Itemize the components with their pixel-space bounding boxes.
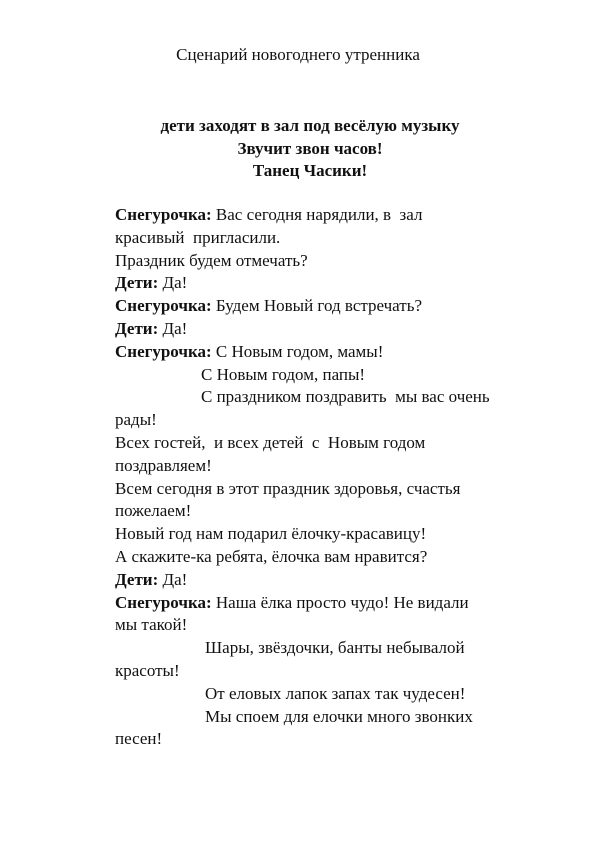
line-text: А скажите-ка ребята, ёлочка вам нравится?: [115, 546, 428, 566]
line-text: красоты!: [115, 660, 180, 680]
line-text: От еловых лапок запах так чудесен!: [205, 683, 466, 703]
speaker-name: Снегурочка:: [115, 296, 212, 316]
script-line: [115, 569, 555, 592]
speaker-name: Дети:: [115, 318, 159, 338]
script-line: [115, 660, 555, 683]
script-body: [115, 204, 555, 751]
script-line: [115, 250, 555, 273]
script-line: [115, 341, 555, 364]
line-text: Всех гостей, и всех детей с Новым годом: [115, 432, 426, 452]
stage-direction-heading: дети заходят в зал под весёлую музыку: [160, 116, 460, 135]
line-text: мы такой!: [115, 615, 188, 635]
script-line: [115, 409, 555, 432]
line-text: рады!: [115, 410, 157, 430]
document-title: Сценарий новогоднего утренника: [176, 45, 420, 64]
script-line: [115, 272, 555, 295]
line-text: красивый пригласили.: [115, 227, 281, 247]
script-line: [115, 364, 555, 387]
line-text: Да!: [158, 318, 188, 338]
script-line: [115, 546, 555, 569]
dance-heading: Танец Часики!: [252, 161, 368, 180]
line-text: Да!: [158, 569, 188, 589]
speaker-name: Дети:: [115, 273, 159, 293]
script-line: [115, 683, 555, 706]
line-text: поздравляем!: [115, 455, 212, 475]
script-line: [115, 432, 555, 455]
line-text: пожелаем!: [115, 501, 192, 521]
script-line: [115, 728, 555, 751]
script-line: [115, 592, 555, 615]
line-text: Шары, звёздочки, банты небывалой: [205, 638, 465, 658]
script-line: [115, 227, 555, 250]
speaker-name: Дети:: [115, 569, 159, 589]
line-text: Всем сегодня в этот праздник здоровья, счастья: [115, 478, 461, 498]
script-line: [115, 706, 555, 729]
line-text: Да!: [158, 273, 188, 293]
speaker-name: Снегурочка:: [115, 341, 212, 361]
line-text: С Новым годом, мамы!: [211, 341, 384, 361]
line-text: Новый год нам подарил ёлочку-красавицу!: [115, 524, 427, 544]
line-text: Будем Новый год встречать?: [211, 296, 423, 316]
line-text: Праздник будем отмечать?: [115, 250, 308, 270]
script-line: [115, 614, 555, 637]
script-line: [115, 295, 555, 318]
line-text: Вас сегодня нарядили, в зал: [211, 205, 423, 224]
line-text: песен!: [115, 729, 163, 749]
script-line: [115, 455, 555, 478]
script-line: [115, 478, 555, 501]
script-line: [115, 204, 555, 227]
speaker-name: Снегурочка:: [115, 592, 212, 612]
line-text: Мы споем для елочки много звонких: [205, 706, 473, 726]
line-text: С праздником поздравить мы вас очень: [201, 387, 490, 407]
script-line: [115, 523, 555, 546]
script-line: [115, 318, 555, 341]
script-line: [115, 637, 555, 660]
script-line: [115, 386, 555, 409]
line-text: С Новым годом, папы!: [201, 364, 366, 384]
stage-direction-heading: Звучит звон часов!: [237, 139, 383, 158]
line-text: Наша ёлка просто чудо! Не видали: [211, 592, 469, 612]
script-line: [115, 500, 555, 523]
speaker-name: Снегурочка:: [115, 205, 212, 224]
